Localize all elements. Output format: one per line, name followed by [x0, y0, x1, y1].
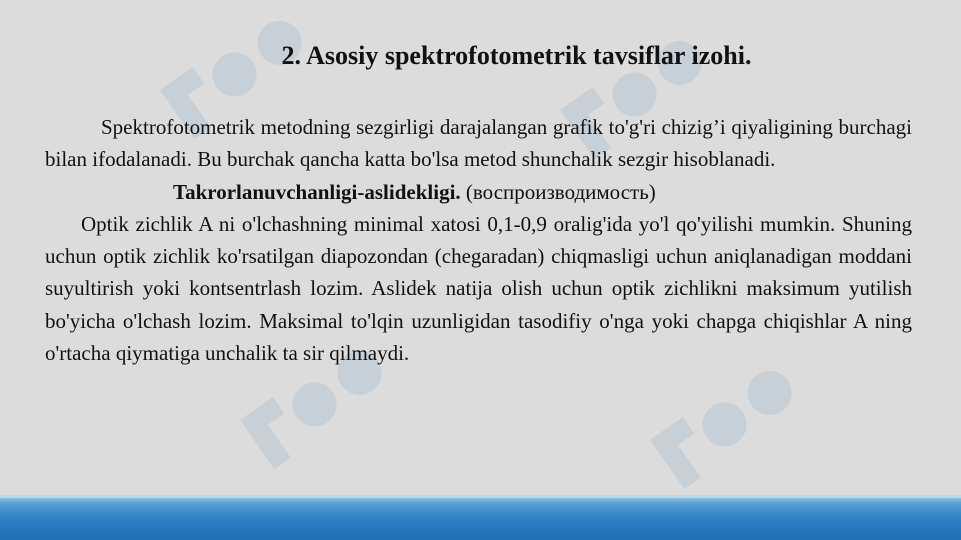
subheading-bold: Takrorlanuvchanligi-aslidekligi.: [173, 179, 461, 204]
paragraph-optical-density: Optik zichlik A ni o'lchashning minimal xatosi 0,1-0,9 oralig'ida yo'l qo'yilishi mumkin. Shuning uchun optik zichlik ko'rsatilgan diapozondan (chegaradan) chiqmasligi uchun aniqlanadigan moddani suyultirish yoki kontsentrlash lozim. Aslidek natija olish uchun optik zichlikni maksimum yutilish bo'yicha o'lchash lozim. Maksimal to'lqin uzunligidan tasodifiy o'nga yoki chapga chiqishlar A ning o'rtacha qiymatiga unchalik ta sir qilmaydi.: [45, 211, 912, 366]
slide-title: 2. Asosiy spektrofotometrik tavsiflar izohi.: [281, 41, 752, 70]
slide-body: [45, 111, 912, 369]
subheading-russian: (воспроизводимость): [460, 179, 656, 204]
paragraph-sensitivity: Spektrofotometrik metodning sezgirligi darajalangan grafik to'g'ri chizig’i qiyaligining burchagi bilan ifodalanadi. Bu burchak qancha katta bo'lsa metod shunchalik sezgir hisoblanadi.: [45, 115, 912, 172]
footer-band: [0, 498, 961, 540]
subheading-reproducibility: [45, 176, 912, 208]
